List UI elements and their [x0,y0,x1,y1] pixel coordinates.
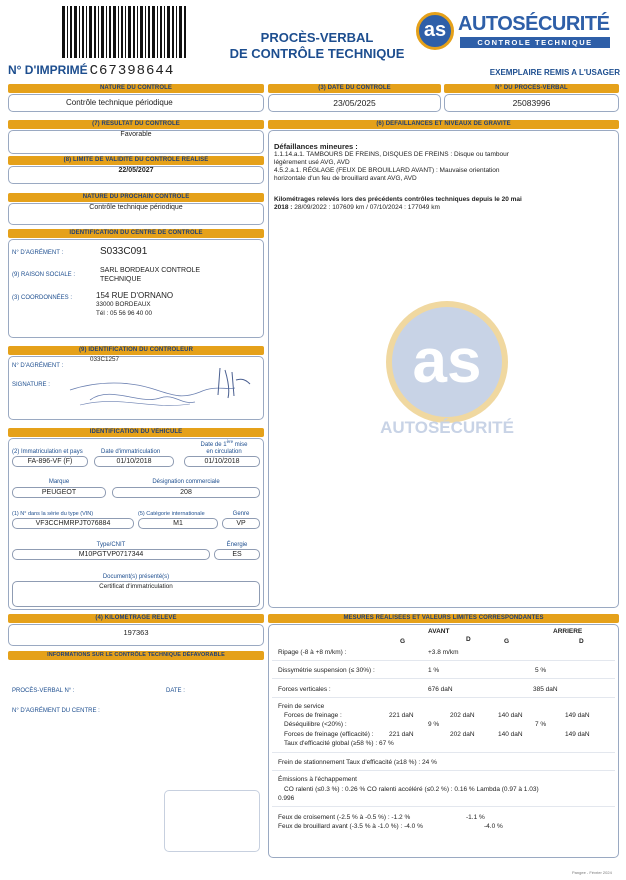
controleur-agrement-label: N° D'AGRÉMENT : [12,363,64,369]
efficacite-arg: 140 daN [498,731,523,738]
km-history-year: 2018 : [274,204,293,211]
watermark-word: AUTOSÉCURITÉ [380,418,514,437]
taux-global: Taux d'efficacité global (≥58 %) : 67 % [284,740,394,747]
imprime-value: C67398644 [89,63,175,79]
centre-header: IDENTIFICATION DU CENTRE DE CONTRÔLE [8,229,264,238]
date-mise-label-part2: mise [233,442,248,448]
documents-field [12,581,260,607]
designation-label: Désignation commerciale [152,479,220,485]
row-divider [272,770,615,771]
row-divider [272,678,615,679]
imprime-label: N° D'IMPRIMÉ [8,63,88,77]
resultat-value: Favorable [120,131,152,138]
defavorable-pv-label: PROCÈS-VERBAL N° : [12,688,75,694]
marque-field: PEUGEOT [12,487,106,498]
stationnement-line: Frein de stationnement Taux d'efficacité (≥18 %) : 24 % [278,759,437,766]
date-controle-value: 23/05/2025 [333,98,376,108]
date-mise-field: 01/10/2018 [184,456,260,467]
resultat-header: (7) RÉSULTAT DU CONTRÔLE [8,120,264,129]
date-mise-label-sup: ère [226,439,234,444]
signature-label: SIGNATURE : [12,382,50,388]
defaillances-title: Défaillances mineures : [274,142,358,151]
pv-value: 25083996 [512,98,551,108]
watermark-logo [352,300,542,450]
forces-label: Forces verticales : [278,686,331,693]
signature-drawing [60,360,260,415]
genre-label: Genre [232,511,250,517]
brand-logo [416,10,616,54]
freinage-avg: 221 daN [389,712,414,719]
defaillance-line-4: horizontale d'un feu de brouillard avant AVG, AVD [274,175,417,182]
title-line-2: DE CONTRÔLE TECHNIQUE [229,46,405,61]
frein-service-label: Frein de service [278,703,325,710]
efficacite-avd: 202 daN [450,731,475,738]
date-mise-label-part3: en circulation [206,449,242,455]
defaillance-line-1: 1.1.14.a.1. TAMBOURS DE FREINS, DISQUES DE FREINS : Disque ou tambour [274,151,509,158]
barcode [62,6,186,58]
kilometrage-header: (4) KILOMÉTRAGE RELEVÉ [8,614,264,623]
barcode-graphic [62,6,186,58]
defaillance-line-2: légèrement usé AVG, AVD [274,159,350,166]
watermark-mark: as [412,327,482,396]
dissymetrie-arriere: 5 % [535,667,547,674]
croisement-line: Feux de croisement (-2.5 % à -0.5 %) : -1.2 % [278,814,411,821]
categorie-field: M1 [138,518,218,529]
energie-field: ES [214,549,260,560]
raison-line-1: SARL BORDEAUX CONTROLE [100,267,201,274]
freinage-label: Forces de freinage : [284,712,342,719]
row-divider [272,752,615,753]
genre-field: VP [222,518,260,529]
col-arriere-g: G [504,638,510,645]
prochain-value: Contrôle technique périodique [89,204,183,211]
defaillances-header: (6) DÉFAILLANCES ET NIVEAUX DE GRAVITÉ [268,120,619,129]
date-mise-label [188,438,260,456]
efficacite-avg: 221 daN [389,731,414,738]
defavorable-agrement-label: N° D'AGRÉMENT DU CENTRE : [12,708,100,714]
desequilibre-avant: 9 % [428,721,440,728]
defavorable-date-label: DATE : [166,688,185,694]
prochain-header: NATURE DU PROCHAIN CONTRÔLE [8,193,264,202]
date-immat-field: 01/10/2018 [94,456,174,467]
coordonnees-label: (3) COORDONNÉES : [12,295,73,301]
exemplaire-label: EXEMPLAIRE REMIS A L'USAGER [489,68,620,77]
forces-avant: 676 daN [428,686,453,693]
col-avant-g: G [400,638,406,645]
limite-value: 22/05/2027 [118,167,154,174]
brouillard-line: Feux de brouillard avant (-3.5 % à -1.0 %) : -4.0 % [278,823,423,830]
col-avant-d: D [466,636,471,643]
km-history-values: 28/09/2022 : 107609 km / 07/10/2024 : 177049 km [292,204,440,211]
col-arriere-d: D [579,638,584,645]
desequilibre-label: Déséquilibre (<20%) : [284,721,347,728]
date-immat-label: Date d'immatriculation [101,449,161,455]
coord-line-3: Tél : 05 56 96 40 00 [96,310,153,317]
nature-header: NATURE DU CONTRÔLE [8,84,264,93]
defaillance-line-3: 4.5.2.a.1. RÉGLAGE (FEUX DE BROUILLARD AVANT) : Mauvaise orientation [274,167,500,174]
croisement-right: -1.1 % [466,814,485,821]
col-arriere: ARRIERE [553,628,583,635]
vin-label: (1) N° dans la série du type (VIN) [12,511,94,517]
logo-mark-icon [416,12,454,50]
km-history-line-1: Kilométrages relevés lors des précédents contrôles techniques depuis le 20 mai [274,196,522,203]
nature-value: Contrôle technique périodique [66,98,173,107]
logo-word: AUTOSÉCURITÉ [458,13,610,35]
efficacite-label: Forces de freinage (efficacité) : [284,731,374,738]
vehicule-header: IDENTIFICATION DU VÉHICULE [8,428,264,437]
type-label: Type/CNIT [96,542,126,548]
desequilibre-arriere: 7 % [535,721,547,728]
centre-agrement-label: N° D'AGRÉMENT : [12,250,64,256]
ripage-value: +3.8 m/km [428,649,459,656]
immat-field: FA-896-VF (F) [12,456,88,467]
controleur-header: (9) IDENTIFICATION DU CONTRÔLEUR [8,346,264,355]
dissymetrie-avant: 1 % [428,667,440,674]
coord-line-2: 33000 BORDEAUX [96,301,151,308]
emissions-line-1: CO ralenti (≤0.3 %) : 0.26 % CO ralenti accéléré (≤0.2 %) : 0.16 % Lambda (0.97 à 1.03) [284,786,539,793]
coord-line-1: 154 RUE D'ORNANO [96,291,174,300]
dissymetrie-label: Dissymétrie suspension (≤ 30%) : [278,667,375,674]
forces-arriere: 385 daN [533,686,558,693]
date-controle-header: (3) DATE DU CONTRÔLE [268,84,441,93]
pv-header: N° DU PROCÈS-VERBAL [444,84,619,93]
kilometrage-value: 197363 [123,628,149,637]
immat-label: (2) Immatriculation et pays [12,449,83,455]
emissions-line-2: 0.996 [278,795,295,802]
page-title [222,30,412,62]
km-history-line-2 [274,204,440,211]
stamp-area [164,790,260,852]
categorie-label: (5) Catégorie internationale [138,511,205,517]
documents-label: Document(s) présenté(s) [102,574,170,580]
mesures-header: MESURES RÉALISÉES ET VALEURS LIMITES CORRESPONDANTES [268,614,619,623]
emissions-label: Émissions à l'échappement [278,776,357,783]
type-field: M10PGTVP0717344 [12,549,210,560]
date-mise-label-part1: Date de 1 [200,442,227,448]
freinage-arg: 140 daN [498,712,523,719]
energie-label: Énergie [226,542,248,548]
vin-field: VF3CCHMRPJT076884 [12,518,134,529]
raison-sociale-label: (9) RAISON SOCIALE : [12,272,76,278]
defavorable-header: INFORMATIONS SUR LE CONTRÔLE TECHNIQUE DÉFAVORABLE [8,651,264,660]
freinage-ard: 149 daN [565,712,590,719]
row-divider [272,697,615,698]
ripage-label: Ripage (-8 à +8 m/km) : [278,649,347,656]
centre-agrement-value: S033C091 [100,246,148,257]
logo-mark-text: as [423,19,447,41]
imprime-number [8,63,174,79]
raison-line-2: TECHNIQUE [100,276,142,283]
freinage-avd: 202 daN [450,712,475,719]
marque-label: Marque [48,479,70,485]
designation-field: 208 [112,487,260,498]
brouillard-right: -4.0 % [484,823,503,830]
row-divider [272,806,615,807]
efficacite-ard: 149 daN [565,731,590,738]
limite-header: (8) LIMITE DE VALIDITÉ DU CONTRÔLE RÉALISÉ [8,156,264,165]
col-avant: AVANT [428,628,450,635]
logo-sub: CONTROLE TECHNIQUE [460,37,610,48]
controleur-agrement-value: 033C1257 [90,356,120,363]
row-divider [272,660,615,661]
footer-ref: Pangee - Février 2024 [572,870,612,875]
documents-value: Certificat d'immatriculation [99,583,173,590]
title-line-1: PROCÈS-VERBAL [260,30,374,45]
